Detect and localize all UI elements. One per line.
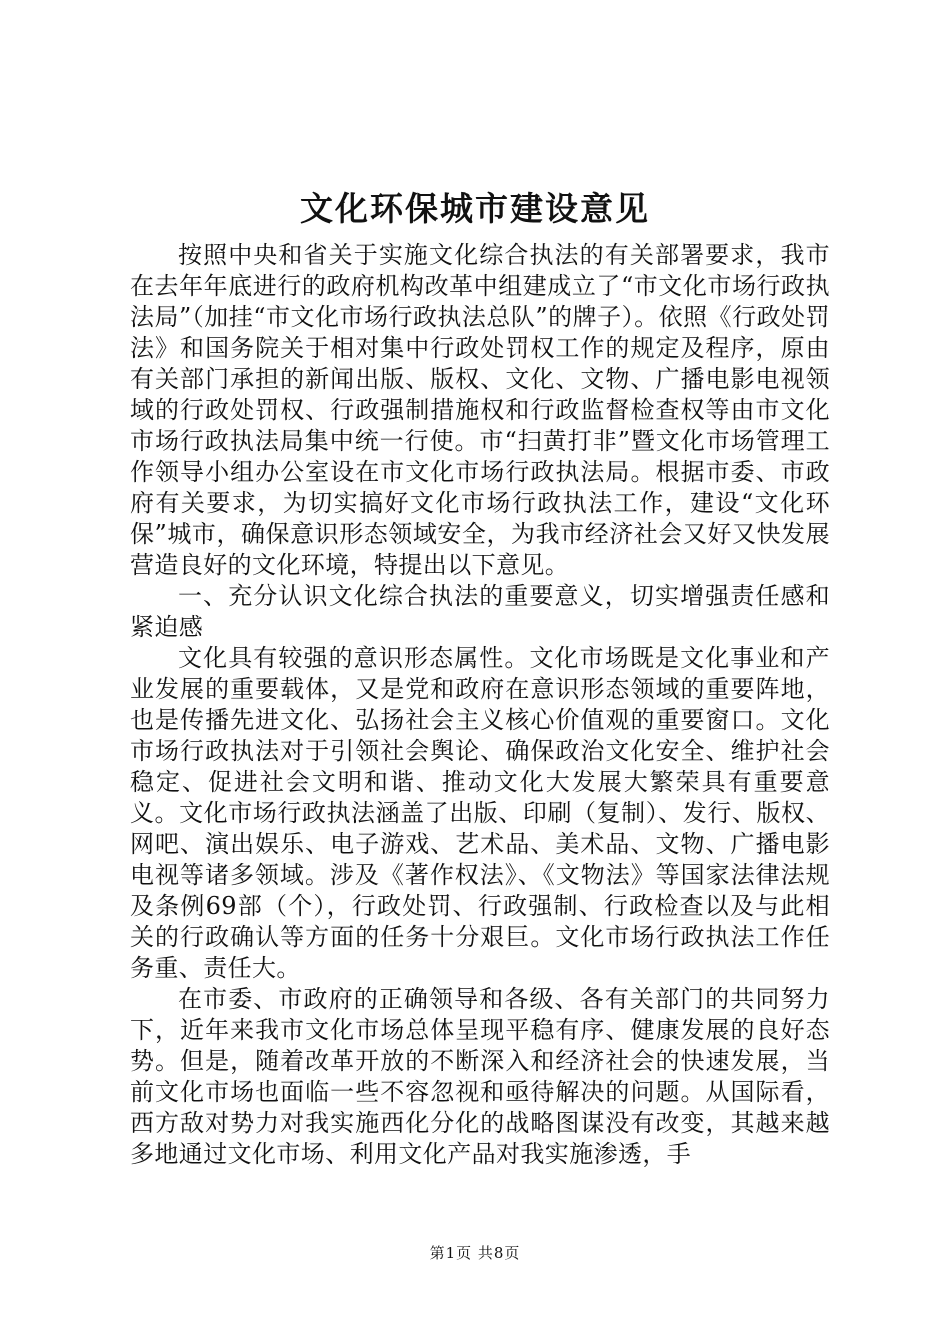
paragraph: 按照中央和省关于实施文化综合执法的有关部署要求，我市在去年年底进行的政府机构改革中组建成立了“市文化市场行政执法局”（加挂“市文化市场行政执法总队”的牌子）。依照《行政处罚法》和国务院关于相对集中行政处罚权工作的规定及程序，原由有关部门承担的新闻出版、版权、文化、文物、广播电影电视领域的行政处罚权、行政强制措施权和行政监督检查权等由市文化市场行政执法局集中统一行使。市“扫黄打非”暨文化市场管理工作领导小组办公室设在市文化市场行政执法局。根据市委、市政府有关要求，为切实搞好文化市场行政执法工作，建设“文化环保”城市，确保意识形态领域安全，为我市经济社会又好又快发展营造良好的文化环境，特提出以下意见。 (130, 241, 830, 579)
paragraph: 在市委、市政府的正确领导和各级、各有关部门的共同努力下，近年来我市文化市场总体呈现平稳有序、健康发展的良好态势。但是，随着改革开放的不断深入和经济社会的快速发展，当前文化市场也面临一些不容忽视和亟待解决的问题。从国际看，西方敌对势力对我实施西化分化的战略图谋没有改变，其越来越多地通过文化市场、利用文化产品对我实施渗透，手 (130, 985, 830, 1168)
document-title: 文化环保城市建设意见 (300, 189, 650, 228)
section-heading: 一、充分认识文化综合执法的重要意义，切实增强责任感和紧迫感 (130, 582, 830, 641)
page-footer: 第1页 共8页 (429, 1244, 521, 1262)
paragraph: 文化具有较强的意识形态属性。文化市场既是文化事业和产业发展的重要载体，又是党和政府在意识形态领域的重要阵地，也是传播先进文化、弘扬社会主义核心价值观的重要窗口。文化市场行政执法对于引领社会舆论、确保政治文化安全、维护社会稳定、促进社会文明和谐、推动文化大发展大繁荣具有重要意义。文化市场行政执法涵盖了出版、印刷（复制）、发行、版权、网吧、演出娱乐、电子游戏、艺术品、美术品、文物、广播电影电视等诸多领域。涉及《著作权法》、《文物法》等国家法律法规及条例69部（个），行政处罚、行政强制、行政检查以及与此相关的行政确认等方面的任务十分艰巨。文化市场行政执法工作任务重、责任大。 (130, 644, 830, 982)
document-body (130, 240, 830, 1170)
